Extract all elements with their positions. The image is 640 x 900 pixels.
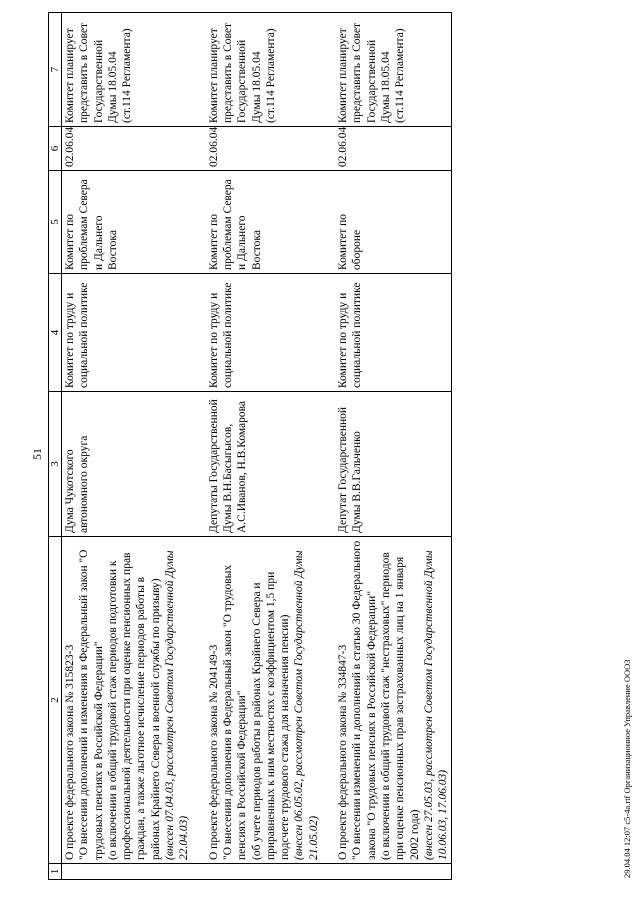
date-cell: 02.06.04 — [193, 127, 322, 171]
bill-status: (внесен 27.05.03, рассмотрен Советом Государственной Думы 10.06.03, 17.06.03) — [422, 547, 450, 860]
plan-cell: Комитет планирует представить в Совет Государственной Думы 18.05.04 (ст.114 Регламента) — [322, 13, 452, 127]
col-header-6: 6 — [49, 127, 62, 171]
page-footer: 29.04.04 12:07 c5-4a.rtf Организационное Управление ООО3 — [622, 659, 632, 878]
bill-name: "О внесении дополнения в Федеральный закон "О трудовых пенсиях в Российской Федерации" — [221, 562, 249, 860]
table-row — [193, 13, 322, 880]
plan-cell: Комитет планирует представить в Совет Государственной Думы 18.05.04 (ст.114 Регламента) — [193, 13, 322, 127]
table-row — [322, 13, 452, 880]
committee-cell: Комитет по труду и социальной политике — [322, 274, 452, 392]
date-cell: 02.06.04 — [322, 127, 452, 171]
col-header-5: 5 — [49, 171, 62, 274]
col-header-7: 7 — [49, 13, 62, 127]
col-header-4: 4 — [49, 274, 62, 392]
column-number-header — [49, 13, 62, 880]
bills-table — [48, 12, 452, 880]
co-committee-cell: Комитет по проблемам Севера и Дальнего Востока — [193, 171, 322, 274]
bill-name: "О внесении изменений и дополнений в статью 30 Федерального закона "О трудовых пенсиях в Российской Федерации" — [351, 537, 378, 860]
bill-status: (внесен 07.04.03, рассмотрен Советом Государственной Думы 22.04.03) — [164, 547, 191, 860]
committee-cell: Комитет по труду и социальной политике — [193, 274, 322, 392]
co-committee-cell: Комитет по обороне — [322, 171, 452, 274]
date-cell: 02.06.04 — [62, 127, 193, 171]
row-number-cell — [322, 864, 452, 880]
col-header-1: 1 — [49, 864, 62, 880]
bill-status: (внесен 06.05.02, рассмотрен Советом Государственной Думы 21.05.02) — [293, 547, 320, 860]
col-header-3: 3 — [49, 392, 62, 537]
bill-description: (о включении в общий трудовой стаж периодов подготовки к профессиональной деятельности при оценке пенсионных прав граждан, а также льготное исчисление периодов работы в районах Крайнего Севера и военной службы по призыву) — [106, 549, 162, 860]
initiator-cell: Депутаты Государственной Думы В.Н.Басыгысов, А.С.Иванов, Н.В.Комарова — [193, 392, 322, 537]
page-number: 51 — [30, 448, 44, 460]
bill-description: (об учете периодов работы в районах Крайнего Севера и приравненных к ним местностях с коэффициентом 1,5 при подсчете трудового стажа для назначения пенсии) — [250, 568, 292, 860]
initiator-cell: Депутат Государственной Думы В.В.Гальченко — [322, 392, 452, 537]
bill-cell — [193, 537, 322, 864]
bill-description: (о включении в общий трудовой стаж "нестраховых" периодов при оценке пенсионных прав застрахованных лиц на 1 января 2002 года) — [379, 549, 421, 860]
bill-cell — [62, 537, 193, 864]
bill-intro: О проекте федерального закона № 315823-3 — [64, 644, 76, 860]
bill-intro: О проекте федерального закона № 334847-3 — [337, 644, 350, 860]
row-number-cell — [62, 864, 193, 880]
table-row — [62, 13, 193, 880]
bill-cell — [322, 537, 452, 864]
row-number-cell — [193, 864, 322, 880]
initiator-cell: Дума Чукотского автономного округа — [62, 392, 193, 537]
co-committee-cell: Комитет по проблемам Севера и Дальнего Востока — [62, 171, 193, 274]
bill-intro: О проекте федерального закона № 204149-3 — [207, 644, 220, 860]
bill-name: "О внесении дополнений и изменения в Федеральный закон "О трудовых пенсиях в Российской Федерации" — [78, 546, 105, 860]
committee-cell: Комитет по труду и социальной политике — [62, 274, 193, 392]
plan-cell: Комитет планирует представить в Совет Государственной Думы 18.05.04 (ст.114 Регламента) — [62, 13, 193, 127]
col-header-2: 2 — [49, 537, 62, 864]
